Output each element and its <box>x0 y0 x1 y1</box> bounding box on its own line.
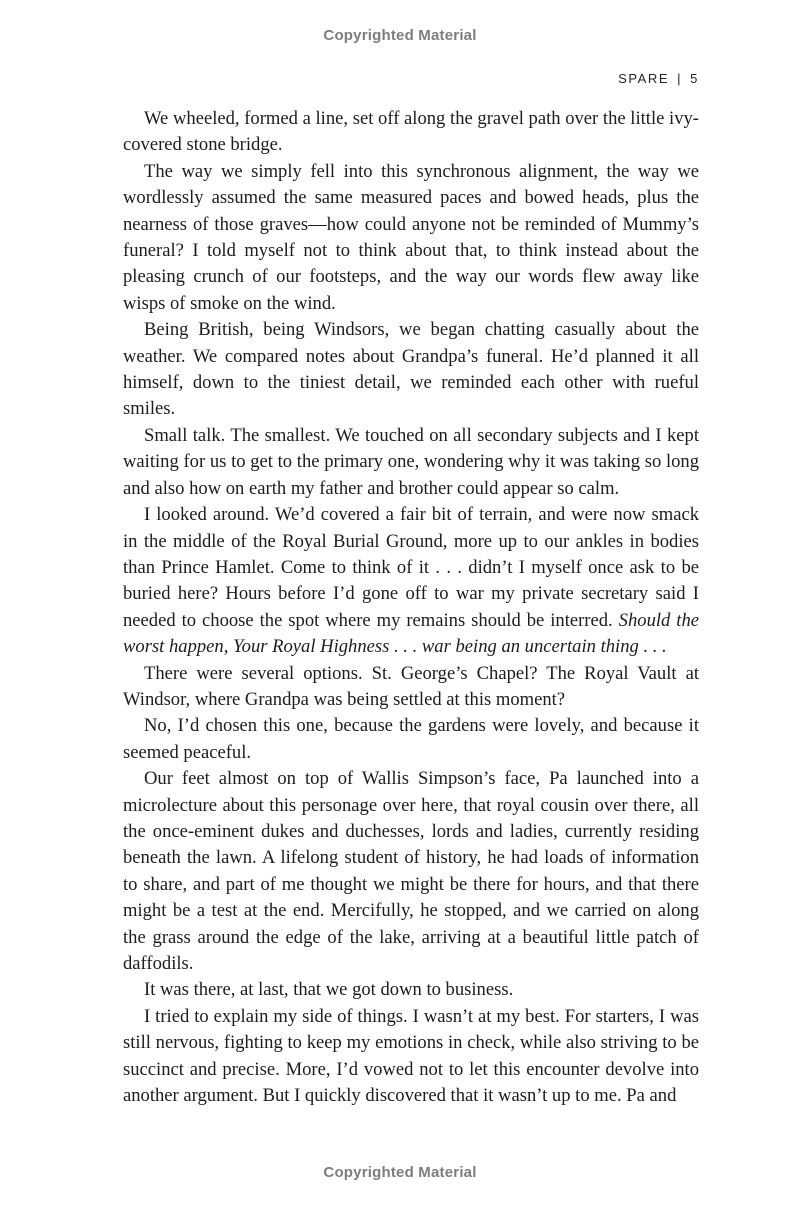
paragraph <box>123 502 699 660</box>
paragraph: I tried to explain my side of things. I wasn’t at my best. For starters, I was still nervous, fighting to keep my emotions in check, while also striving to be succinct and precise. More, I’d vowed not to let this encounter devolve into another argument. But I quickly discovered that it wasn’t up to me. Pa and <box>123 1005 699 1107</box>
italic-quote: Should the worst happen, Your Royal Highness . . . war being an uncertain thing . . . <box>123 609 699 658</box>
paragraph: It was there, at last, that we got down to business. <box>144 979 514 1001</box>
running-head-separator: | <box>677 71 683 86</box>
book-title: SPARE <box>618 71 670 86</box>
paragraph: Being British, being Windsors, we began chatting casually about the weather. We compared notes about Grandpa’s funeral. He’d planned it all himself, down to the tiniest detail, we reminded each other with rueful smiles. <box>123 319 699 420</box>
paragraph: Small talk. The smallest. We touched on all secondary subjects and I kept waiting for us to get to the primary one, wondering why it was taking so long and also how on earth my father and brother could appear so calm. <box>123 424 699 499</box>
paragraph-text: I looked around. We’d covered a fair bit of terrain, and were now smack in the middle of the Royal Burial Ground, more up to our ankles in bodies than Prince Hamlet. Come to think of it . . . didn’t I myself once ask to be buried here? Hours before I’d gone off to war my private secretary said I needed to choose the spot where my remains should be interred. <box>123 504 699 631</box>
paragraph: We wheeled, formed a line, set off along the gravel path over the little ivy-covered stone bridge. <box>123 108 699 156</box>
running-head <box>618 71 699 86</box>
paragraph: Our feet almost on top of Wallis Simpson’s face, Pa launched into a microlecture about this personage over here, that royal cousin over there, all the once-eminent dukes and duchesses, lords and ladies, currently residing beneath the lawn. A lifelong student of history, he had loads of information to share, and part of me thought we might be there for hours, and that there might be a test at the end. Mercifully, he stopped, and we carried on along the grass around the edge of the lake, arriving at a beautiful little patch of daffodils. <box>123 768 699 974</box>
paragraph: No, I’d chosen this one, because the gardens were lovely, and because it seemed peaceful. <box>123 715 699 763</box>
paragraph: The way we simply fell into this synchronous alignment, the way we wordlessly assumed the same measured paces and bowed heads, plus the nearness of those graves—how could anyone not be reminded of Mummy’s funeral? I told myself not to think about that, to think instead about the pleasing crunch of our footsteps, and the way our words flew away like wisps of smoke on the wind. <box>123 160 699 314</box>
copyright-watermark-top: Copyrighted Material <box>323 27 477 44</box>
copyright-watermark-bottom: Copyrighted Material <box>323 1164 477 1181</box>
paragraph: There were several options. St. George’s Chapel? The Royal Vault at Windsor, where Grandpa was being settled at this moment? <box>123 662 699 710</box>
page-number: 5 <box>690 71 699 86</box>
body-text <box>123 106 699 1109</box>
